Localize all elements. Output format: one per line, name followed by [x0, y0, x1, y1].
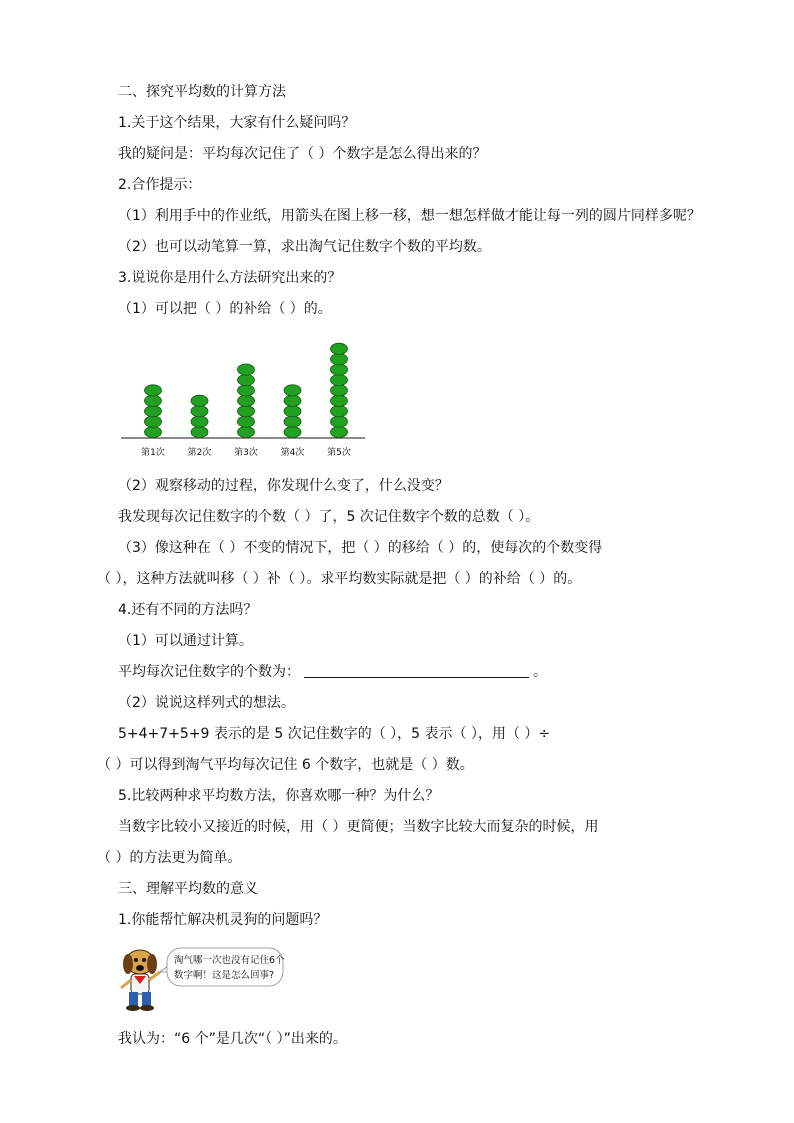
disc-3-4	[238, 395, 255, 406]
disc-2-3	[191, 406, 208, 417]
category-label-4: 第4次	[280, 448, 305, 458]
disc-4-3	[284, 406, 301, 417]
disc-1-4	[145, 395, 162, 406]
question-5: 5.比较两种求平均数方法，你喜欢哪一种？为什么？	[118, 788, 440, 804]
cartoon-dog-illustration	[116, 942, 286, 1017]
question-4-sub-1-answer	[118, 663, 547, 681]
disc-5-1	[331, 426, 348, 437]
section3-answer: 我认为：“6 个”是几次“（ ）”出来的。	[118, 1031, 347, 1047]
disc-5-4	[331, 395, 348, 406]
dog-icon	[121, 950, 160, 1011]
section2-heading: 二、探究平均数的计算方法	[118, 84, 286, 100]
question-3-sub-3-line-1: （3）像这种在（ ）不变的情况下，把（ ）的移给（ ）的，使每次的个数变得	[118, 540, 603, 556]
chart-category-labels	[141, 446, 351, 458]
question-4-sub-2-line-1: 5+4+7+5+9 表示的是 5 次记住数字的（ ），5 表示（ ），用（ ）÷	[118, 726, 551, 742]
disc-3-2	[238, 416, 255, 427]
disc-2-1	[191, 426, 208, 437]
disc-2-4	[191, 395, 208, 406]
disc-1-3	[145, 406, 162, 417]
disc-columns	[145, 343, 348, 437]
question-3-sub-2: （2）观察移动的过程，你发现什么变了，什么没变？	[118, 478, 449, 494]
disc-3-6	[238, 374, 255, 385]
section3-heading: 三、理解平均数的意义	[118, 881, 258, 897]
question-1-answer: 我的疑问是：平均每次记住了（ ）个数字是怎么得出来的？	[118, 146, 487, 162]
question-4-sub-1: （1）可以通过计算。	[118, 633, 253, 649]
speech-text-line-1: 淘气哪一次也没有记住6个	[174, 955, 285, 966]
disc-4-1	[284, 426, 301, 437]
question-4: 4.还有不同的方法吗？	[118, 602, 258, 618]
question-3-sub-2-answer: 我发现每次记住数字的个数（ ）了，5 次记住数字个数的总数（ ）。	[118, 509, 540, 525]
disc-2-2	[191, 416, 208, 427]
disc-3-5	[238, 385, 255, 396]
disc-1-1	[145, 426, 162, 437]
disc-3-7	[238, 364, 255, 375]
section3-question-1: 1.你能帮忙解决机灵狗的问题吗？	[118, 912, 328, 928]
disc-5-6	[331, 374, 348, 385]
category-label-2: 第2次	[187, 448, 212, 458]
question-3-sub-3-line-2: （ ），这种方法就叫移（ ）补（ ）。求平均数实际就是把（ ）的补给（ ）的。	[97, 571, 582, 587]
speech-text-line-2: 数字啊！这是怎么回事?	[174, 970, 275, 981]
category-label-1: 第1次	[141, 448, 165, 458]
disc-1-2	[145, 416, 162, 427]
disc-5-5	[331, 385, 348, 396]
question-2-hint-1: （1）利用手中的作业纸，用箭头在图上移一移，想一想怎样做才能让每一列的圆片同样多呢？	[118, 208, 701, 224]
question-5-line-1: 当数字比较小又接近的时候，用（ ）更简便；当数字比较大而复杂的时候，用	[118, 819, 599, 835]
disc-chart	[118, 338, 373, 463]
disc-4-2	[284, 416, 301, 427]
disc-4-5	[284, 385, 301, 396]
question-3: 3.说说你是用什么方法研究出来的？	[118, 270, 342, 286]
question-3-sub-1: （1）可以把（ ）的补给（ ）的。	[118, 301, 332, 317]
question-1: 1.关于这个结果，大家有什么疑问吗？	[118, 115, 356, 131]
disc-5-2	[331, 416, 348, 427]
question-5-line-2: （ ）的方法更为简单。	[97, 850, 242, 866]
disc-4-4	[284, 395, 301, 406]
disc-3-3	[238, 406, 255, 417]
question-2-hint-2: （2）也可以动笔算一算，求出淘气记住数字个数的平均数。	[118, 239, 491, 255]
disc-5-8	[331, 354, 348, 365]
answer-blank-line[interactable]	[304, 663, 529, 678]
category-label-3: 第3次	[234, 448, 258, 458]
question-2: 2.合作提示：	[118, 177, 202, 193]
disc-3-1	[238, 426, 255, 437]
category-label-5: 第5次	[327, 448, 351, 458]
question-4-sub-2: （2）说说这样列式的想法。	[118, 695, 295, 711]
question-4-sub-2-line-2: （ ）可以得到淘气平均每次记住 6 个数字，也就是（ ）数。	[97, 757, 474, 773]
disc-5-7	[331, 364, 348, 375]
disc-5-9	[331, 343, 348, 354]
answer-suffix: 。	[533, 664, 547, 680]
disc-5-3	[331, 406, 348, 417]
answer-prefix: 平均每次记住数字的个数为：	[118, 664, 300, 680]
disc-1-5	[145, 385, 162, 396]
